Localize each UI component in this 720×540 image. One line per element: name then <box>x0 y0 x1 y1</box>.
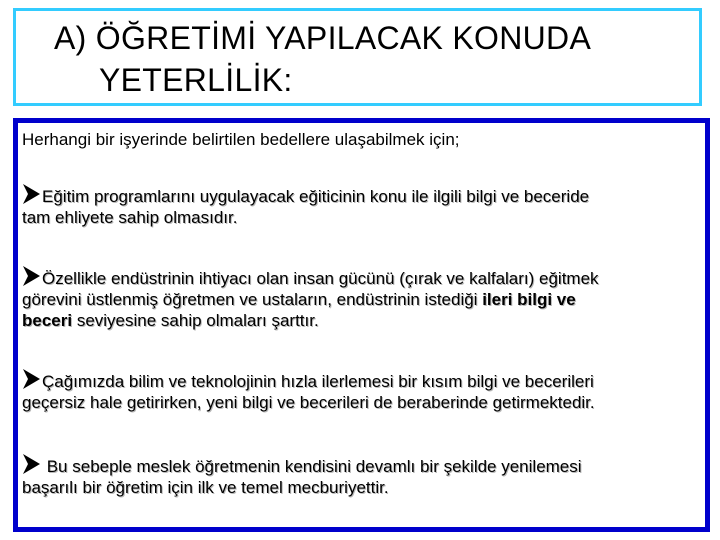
bullet-2-line3: seviyesine sahip olmaları şarttır. <box>72 311 319 330</box>
page-title-line1: A) ÖĞRETİMİ YAPILACAK KONUDA <box>54 20 592 56</box>
bullet-1-line2: tam ehliyete sahip olmasıdır. <box>22 208 238 227</box>
arrow-bullet-icon <box>22 368 41 390</box>
arrow-bullet-icon <box>22 453 41 475</box>
bullet-item-4 <box>22 453 706 498</box>
bullet-4-line2: başarılı bir öğretim için ilk ve temel mecburiyettir. <box>22 478 389 497</box>
title-box <box>13 8 702 106</box>
bullet-4-line1: Bu sebeple meslek öğretmenin kendisini devamlı bir şekilde yenilemesi <box>42 457 582 476</box>
bullet-item-2 <box>22 265 706 331</box>
arrow-bullet-icon <box>22 183 41 205</box>
bullet-2-line1: Özellikle endüstrinin ihtiyacı olan insan gücünü (çırak ve kalfaları) eğitmek <box>42 269 599 288</box>
intro-text: Herhangi bir işyerinde belirtilen bedellere ulaşabilmek için; <box>22 130 460 149</box>
bullet-1-line1: Eğitim programlarını uygulayacak eğiticinin konu ile ilgili bilgi ve beceride <box>42 187 590 206</box>
bullet-2-line2: görevini üstlenmiş öğretmen ve ustaların, endüstrinin istediği <box>22 290 483 309</box>
bullet-3-line1: Çağımızda bilim ve teknolojinin hızla ilerlemesi bir kısım bilgi ve becerileri <box>42 372 594 391</box>
page-title-line2: YETERLİLİK: <box>99 62 293 98</box>
bullet-2-emphasis-1: ileri bilgi ve <box>482 290 576 309</box>
bullet-item-1 <box>22 183 706 228</box>
arrow-bullet-icon <box>22 265 41 287</box>
content-box <box>13 118 710 532</box>
bullet-item-3 <box>22 368 706 413</box>
bullet-3-line2: geçersiz hale getirirken, yeni bilgi ve becerileri de beraberinde getirmektedir. <box>22 393 595 412</box>
bullet-2-emphasis-2: beceri <box>22 311 73 330</box>
